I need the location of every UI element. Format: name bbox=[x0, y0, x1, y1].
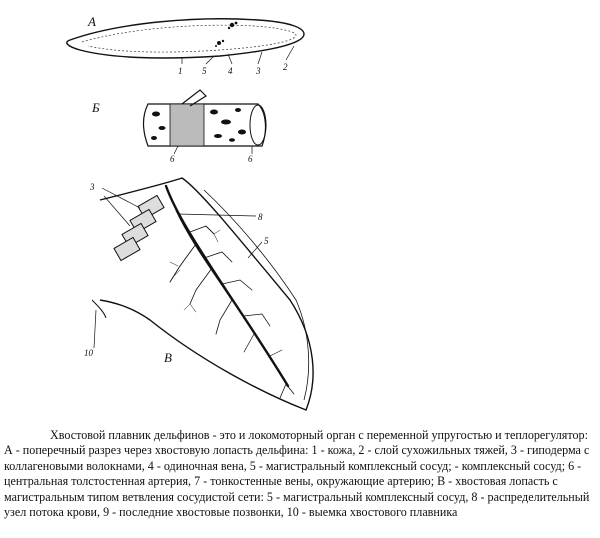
label-b-6-right: 6 bbox=[248, 154, 253, 164]
label-a-2: 2 bbox=[283, 62, 288, 72]
fluke-cross-section bbox=[67, 19, 304, 58]
label-c-8: 8 bbox=[258, 212, 263, 222]
label-c-5: 5 bbox=[264, 236, 269, 246]
vessel-segment-outline bbox=[144, 104, 266, 146]
label-a-3: 3 bbox=[256, 66, 261, 76]
panel-a-label: А bbox=[88, 14, 96, 29]
panel-c bbox=[84, 178, 313, 410]
label-c-3: 3 bbox=[90, 182, 95, 192]
vessel-cut-end bbox=[250, 105, 266, 145]
tail-vertebrae bbox=[114, 195, 164, 260]
panel-c-label: В bbox=[164, 350, 172, 365]
panel-b bbox=[91, 90, 266, 164]
panel-a bbox=[67, 14, 304, 76]
fluke-edge-inner bbox=[204, 190, 309, 400]
panel-b-label: Б bbox=[92, 100, 100, 115]
label-a-1: 1 bbox=[178, 66, 183, 76]
vascular-tree bbox=[166, 186, 294, 398]
fluke-notch bbox=[92, 300, 106, 318]
label-a-4: 4 bbox=[228, 66, 233, 76]
vessel-hatched-core bbox=[170, 104, 204, 146]
fluke-inner-layer bbox=[82, 25, 296, 52]
label-a-5: 5 bbox=[202, 66, 207, 76]
figure-caption: Хвостовой плавник дельфинов - это и локомоторный орган с переменной упругостью и теплорегулятор: А - поперечный разрез через хвостовую лопасть дельфина: 1 - кожа, 2 - слой сухожильных тяжей, 3 - гиподерма с коллагеновыми волокнами, 4 - одиночная вена, 5 - магистральный комплексный сосуд; - комплексный сосуд; 6 - центральная толстостенная артерия, 7 - тонкостенные вены, окружающие артерию; В - хвостовая лопасть с магистральным типом ветвления сосудистой сети: 5 - магистральный комплексный сосуд, 8 - распределительный узел потока крови, 9 - последние хвостовые позвонки, 10 - выемка хвостового плавника bbox=[4, 428, 590, 520]
leader-lines-a bbox=[182, 46, 294, 64]
label-b-6-left: 6 bbox=[170, 154, 175, 164]
label-c-10: 10 bbox=[84, 348, 93, 358]
